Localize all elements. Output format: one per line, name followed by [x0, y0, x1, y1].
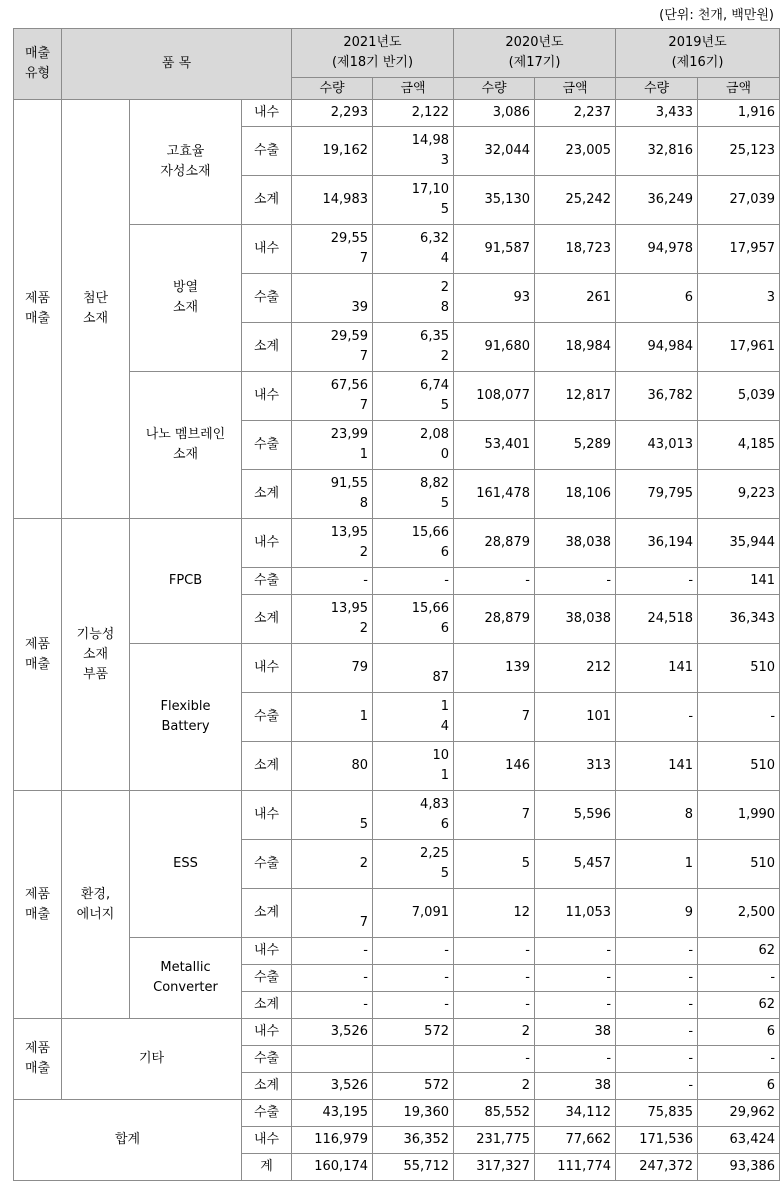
value-cell: 91,680	[454, 323, 535, 372]
row-sub-label: 내수	[242, 225, 292, 274]
value-cell: 4,83 6	[373, 791, 454, 840]
value-cell: 1 4	[373, 693, 454, 742]
value-cell: 160,174	[292, 1154, 373, 1181]
value-cell: 34,112	[535, 1100, 616, 1127]
value-cell: 7	[454, 791, 535, 840]
value-cell: 7	[292, 889, 373, 938]
value-cell: 146	[454, 742, 535, 791]
value-cell	[292, 1046, 373, 1073]
value-cell: 36,352	[373, 1127, 454, 1154]
value-cell: 62	[698, 938, 780, 965]
value-cell: -	[616, 1046, 698, 1073]
unit-note: (단위: 천개, 백만원)	[659, 8, 774, 23]
value-cell: 2 8	[373, 274, 454, 323]
value-cell: 32,816	[616, 127, 698, 176]
value-cell: 12,817	[535, 372, 616, 421]
value-cell: 17,957	[698, 225, 780, 274]
value-cell: 3,526	[292, 1073, 373, 1100]
value-cell: 2,293	[292, 100, 373, 127]
value-cell: 10 1	[373, 742, 454, 791]
value-cell: 261	[535, 274, 616, 323]
value-cell: 3,526	[292, 1019, 373, 1046]
row-sub-label: 내수	[242, 1019, 292, 1046]
value-cell	[373, 1046, 454, 1073]
table-row	[14, 791, 780, 840]
value-cell: -	[454, 938, 535, 965]
value-cell: -	[698, 693, 780, 742]
value-cell: 317,327	[454, 1154, 535, 1181]
header-period: 2019년도 (제16기)	[616, 29, 780, 78]
value-cell: 53,401	[454, 421, 535, 470]
row-sub-label: 내수	[242, 938, 292, 965]
value-cell: 510	[698, 742, 780, 791]
value-cell: 63,424	[698, 1127, 780, 1154]
value-cell: 43,013	[616, 421, 698, 470]
value-cell: 19,360	[373, 1100, 454, 1127]
value-cell: 28,879	[454, 519, 535, 568]
row-sub-label: 내수	[242, 644, 292, 693]
value-cell: 231,775	[454, 1127, 535, 1154]
header-qty: 수량	[292, 78, 373, 100]
value-cell: 62	[698, 992, 780, 1019]
table-row	[14, 1100, 780, 1127]
value-cell: 5	[292, 791, 373, 840]
value-cell: 67,56 7	[292, 372, 373, 421]
value-cell: 18,723	[535, 225, 616, 274]
value-cell: 94,978	[616, 225, 698, 274]
row-sub-label: 수출	[242, 568, 292, 595]
value-cell: 19,162	[292, 127, 373, 176]
value-cell: 14,983	[292, 176, 373, 225]
row-sub-label: 내수	[242, 1127, 292, 1154]
value-cell: 101	[535, 693, 616, 742]
value-cell: 35,944	[698, 519, 780, 568]
value-cell: 87	[373, 644, 454, 693]
value-cell: 2,25 5	[373, 840, 454, 889]
value-cell: 6	[616, 274, 698, 323]
table-row	[14, 100, 780, 127]
value-cell: 6	[698, 1073, 780, 1100]
value-cell: 38	[535, 1019, 616, 1046]
value-cell: -	[616, 1073, 698, 1100]
value-cell: 80	[292, 742, 373, 791]
value-cell: -	[616, 693, 698, 742]
value-cell: 36,343	[698, 595, 780, 644]
value-cell: 139	[454, 644, 535, 693]
item-name: 방열 소재	[130, 225, 242, 372]
value-cell: 36,249	[616, 176, 698, 225]
row-sub-label: 수출	[242, 127, 292, 176]
section-category: 첨단 소재	[62, 100, 130, 519]
row-sub-label: 수출	[242, 421, 292, 470]
value-cell: -	[616, 938, 698, 965]
value-cell: 25,123	[698, 127, 780, 176]
value-cell: 5	[454, 840, 535, 889]
value-cell: 108,077	[454, 372, 535, 421]
item-name: FPCB	[130, 519, 242, 644]
value-cell: 18,984	[535, 323, 616, 372]
row-sub-label: 수출	[242, 965, 292, 992]
value-cell: 2	[454, 1073, 535, 1100]
value-cell: 38	[535, 1073, 616, 1100]
row-sub-label: 내수	[242, 519, 292, 568]
value-cell: 32,044	[454, 127, 535, 176]
value-cell: 15,66 6	[373, 595, 454, 644]
row-sub-label: 소계	[242, 323, 292, 372]
value-cell: 93	[454, 274, 535, 323]
value-cell: 1	[616, 840, 698, 889]
value-cell: -	[535, 992, 616, 1019]
value-cell: 9	[616, 889, 698, 938]
item-name: 고효율 자성소재	[130, 100, 242, 225]
value-cell: -	[292, 938, 373, 965]
value-cell: -	[373, 992, 454, 1019]
value-cell: -	[373, 965, 454, 992]
value-cell: 29,55 7	[292, 225, 373, 274]
item-name: ESS	[130, 791, 242, 938]
value-cell: 29,962	[698, 1100, 780, 1127]
value-cell: 313	[535, 742, 616, 791]
item-name: 기타	[62, 1019, 242, 1100]
value-cell: 2	[454, 1019, 535, 1046]
value-cell: 14,98 3	[373, 127, 454, 176]
row-sub-label: 수출	[242, 1046, 292, 1073]
value-cell: -	[373, 568, 454, 595]
value-cell: 77,662	[535, 1127, 616, 1154]
table-row	[14, 29, 780, 78]
value-cell: 55,712	[373, 1154, 454, 1181]
header-amt: 금액	[535, 78, 616, 100]
value-cell: 35,130	[454, 176, 535, 225]
value-cell: 6,32 4	[373, 225, 454, 274]
value-cell: 1,990	[698, 791, 780, 840]
value-cell: 572	[373, 1073, 454, 1100]
value-cell: 8,82 5	[373, 470, 454, 519]
row-sub-label: 소계	[242, 1073, 292, 1100]
section-type: 제품 매출	[14, 791, 62, 1019]
row-sub-label: 내수	[242, 791, 292, 840]
header-period: 2020년도 (제17기)	[454, 29, 616, 78]
value-cell: -	[454, 1046, 535, 1073]
value-cell: 11,053	[535, 889, 616, 938]
value-cell: 4,185	[698, 421, 780, 470]
value-cell: -	[698, 965, 780, 992]
value-cell: 6,74 5	[373, 372, 454, 421]
value-cell: -	[292, 965, 373, 992]
value-cell: 24,518	[616, 595, 698, 644]
row-sub-label: 소계	[242, 742, 292, 791]
value-cell: 8	[616, 791, 698, 840]
value-cell: 91,587	[454, 225, 535, 274]
header-period: 2021년도 (제18기 반기)	[292, 29, 454, 78]
row-sub-label: 소계	[242, 889, 292, 938]
value-cell: 79,795	[616, 470, 698, 519]
row-sub-label: 수출	[242, 840, 292, 889]
value-cell: 36,782	[616, 372, 698, 421]
sales-table	[13, 28, 780, 1181]
value-cell: -	[535, 938, 616, 965]
item-name: Metallic Converter	[130, 938, 242, 1019]
value-cell: -	[616, 965, 698, 992]
value-cell: 17,10 5	[373, 176, 454, 225]
value-cell: 111,774	[535, 1154, 616, 1181]
value-cell: 23,005	[535, 127, 616, 176]
header-qty: 수량	[616, 78, 698, 100]
value-cell: -	[454, 992, 535, 1019]
header-amt: 금액	[698, 78, 780, 100]
value-cell: 13,95 2	[292, 519, 373, 568]
value-cell: 2,237	[535, 100, 616, 127]
value-cell: 171,536	[616, 1127, 698, 1154]
value-cell: 43,195	[292, 1100, 373, 1127]
header-amt: 금액	[373, 78, 454, 100]
header-qty: 수량	[454, 78, 535, 100]
section-category: 환경, 에너지	[62, 791, 130, 1019]
value-cell: -	[616, 1019, 698, 1046]
value-cell: 572	[373, 1019, 454, 1046]
value-cell: -	[535, 568, 616, 595]
value-cell: 23,99 1	[292, 421, 373, 470]
value-cell: 1	[292, 693, 373, 742]
value-cell: 141	[698, 568, 780, 595]
value-cell: 15,66 6	[373, 519, 454, 568]
value-cell: 116,979	[292, 1127, 373, 1154]
value-cell: 212	[535, 644, 616, 693]
value-cell: -	[698, 1046, 780, 1073]
value-cell: 141	[616, 742, 698, 791]
row-sub-label: 내수	[242, 372, 292, 421]
value-cell: 5,457	[535, 840, 616, 889]
value-cell: -	[454, 568, 535, 595]
item-name: 나노 멤브레인 소재	[130, 372, 242, 519]
value-cell: 5,596	[535, 791, 616, 840]
value-cell: 6	[698, 1019, 780, 1046]
value-cell: 2	[292, 840, 373, 889]
value-cell: -	[292, 568, 373, 595]
value-cell: -	[454, 965, 535, 992]
item-name: Flexible Battery	[130, 644, 242, 791]
row-sub-label: 수출	[242, 274, 292, 323]
value-cell: 93,386	[698, 1154, 780, 1181]
row-sub-label: 소계	[242, 595, 292, 644]
row-sub-label: 내수	[242, 100, 292, 127]
value-cell: -	[292, 992, 373, 1019]
value-cell: -	[535, 1046, 616, 1073]
value-cell: 6,35 2	[373, 323, 454, 372]
row-sub-label: 수출	[242, 1100, 292, 1127]
value-cell: -	[616, 568, 698, 595]
value-cell: 29,59 7	[292, 323, 373, 372]
value-cell: -	[535, 965, 616, 992]
value-cell: -	[616, 992, 698, 1019]
value-cell: 9,223	[698, 470, 780, 519]
value-cell: 27,039	[698, 176, 780, 225]
value-cell: 7,091	[373, 889, 454, 938]
value-cell: 85,552	[454, 1100, 535, 1127]
value-cell: 17,961	[698, 323, 780, 372]
value-cell: 3,433	[616, 100, 698, 127]
value-cell: -	[373, 938, 454, 965]
value-cell: 7	[454, 693, 535, 742]
value-cell: 510	[698, 644, 780, 693]
value-cell: 510	[698, 840, 780, 889]
value-cell: 2,500	[698, 889, 780, 938]
row-sub-label: 소계	[242, 176, 292, 225]
row-sub-label: 수출	[242, 693, 292, 742]
section-category: 기능성 소재 부품	[62, 519, 130, 791]
value-cell: 12	[454, 889, 535, 938]
value-cell: 91,55 8	[292, 470, 373, 519]
value-cell: 5,289	[535, 421, 616, 470]
row-sub-label: 계	[242, 1154, 292, 1181]
value-cell: 28,879	[454, 595, 535, 644]
value-cell: 3,086	[454, 100, 535, 127]
row-sub-label: 소계	[242, 470, 292, 519]
row-sub-label: 소계	[242, 992, 292, 1019]
value-cell: 75,835	[616, 1100, 698, 1127]
table-row	[14, 519, 780, 568]
section-type: 제품 매출	[14, 100, 62, 519]
value-cell: 13,95 2	[292, 595, 373, 644]
section-type: 제품 매출	[14, 519, 62, 791]
value-cell: 94,984	[616, 323, 698, 372]
header-item: 품 목	[62, 29, 292, 100]
section-type: 제품 매출	[14, 1019, 62, 1100]
table-row	[14, 1019, 780, 1046]
value-cell: 36,194	[616, 519, 698, 568]
value-cell: 38,038	[535, 519, 616, 568]
value-cell: 247,372	[616, 1154, 698, 1181]
total-label: 합계	[14, 1100, 242, 1181]
value-cell: 18,106	[535, 470, 616, 519]
value-cell: 2,08 0	[373, 421, 454, 470]
value-cell: 2,122	[373, 100, 454, 127]
value-cell: 25,242	[535, 176, 616, 225]
value-cell: 38,038	[535, 595, 616, 644]
value-cell: 5,039	[698, 372, 780, 421]
value-cell: 141	[616, 644, 698, 693]
value-cell: 1,916	[698, 100, 780, 127]
value-cell: 39	[292, 274, 373, 323]
value-cell: 161,478	[454, 470, 535, 519]
header-type: 매출 유형	[14, 29, 62, 100]
value-cell: 79	[292, 644, 373, 693]
value-cell: 3	[698, 274, 780, 323]
